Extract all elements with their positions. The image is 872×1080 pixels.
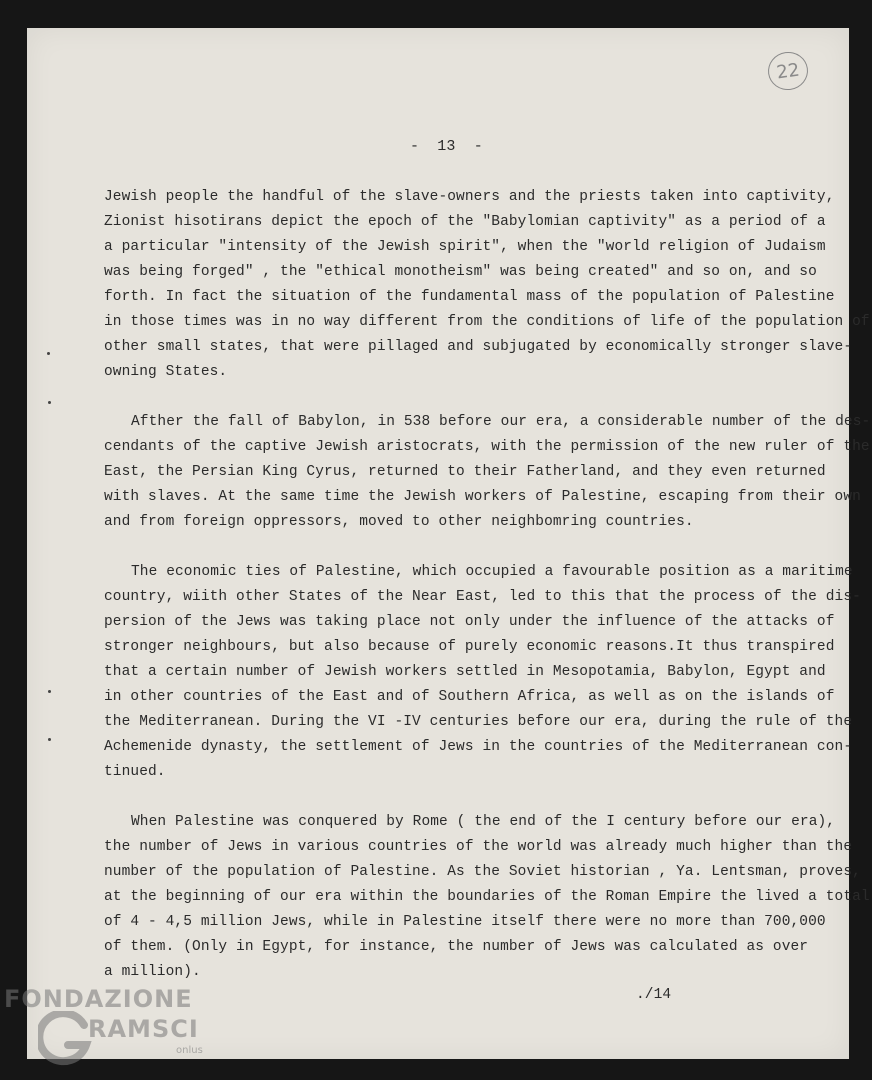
text-line: cendants of the captive Jewish aristocrats, with the permission of the new ruler of the (104, 439, 870, 455)
margin-speck (48, 401, 51, 404)
text-line: Zionist hisotirans depict the epoch of the "Babylomian captivity" as a period of a (104, 214, 826, 230)
text-line: forth. In fact the situation of the fundamental mass of the population of Palestine (104, 289, 835, 305)
page-number: - 13 - (410, 138, 483, 155)
text-line: that a certain number of Jewish workers settled in Mesopotamia, Babylon, Egypt and (104, 664, 826, 680)
gramsci-g-logo-icon (38, 1011, 94, 1067)
text-line: the Mediterranean. During the VI -IV centuries before our era, during the rule of the (104, 714, 853, 730)
margin-speck (48, 690, 51, 693)
margin-speck (48, 738, 51, 741)
text-line: a particular "intensity of the Jewish spirit", when the "world religion of Judaism (104, 239, 826, 255)
text-line: Jewish people the handful of the slave-owners and the priests taken into captivity, (104, 189, 835, 205)
text-line: When Palestine was conquered by Rome ( the end of the I century before our era), (131, 814, 836, 830)
text-line: The economic ties of Palestine, which occupied a favourable position as a maritime (131, 564, 853, 580)
text-line: in other countries of the East and of Southern Africa, as well as on the islands of (104, 689, 835, 705)
archive-number-stamp: 22 (766, 49, 811, 92)
text-line: persion of the Jews was taking place not only under the influence of the attacks of (104, 614, 835, 630)
text-line: a million). (104, 964, 201, 980)
text-line: was being forged" , the "ethical monotheism" was being created" and so on, and so (104, 264, 817, 280)
text-line: stronger neighbours, but also because of purely economic reasons.It thus transpired (104, 639, 835, 655)
watermark-onlus: onlus (176, 1045, 203, 1056)
text-line: Afther the fall of Babylon, in 538 before our era, a considerable number of the des- (131, 414, 871, 430)
text-line: number of the population of Palestine. As the Soviet historian , Ya. Lentsman, proves, (104, 864, 861, 880)
watermark-line-1: FONDAZIONE (4, 985, 193, 1013)
text-line: of them. (Only in Egypt, for instance, the number of Jews was calculated as over (104, 939, 809, 955)
next-page-reference: ./14 (636, 987, 672, 1003)
text-line: with slaves. At the same time the Jewish workers of Palestine, escaping from their own (104, 489, 861, 505)
text-line: East, the Persian King Cyrus, returned to their Fatherland, and they even returned (104, 464, 826, 480)
text-line: Achemenide dynasty, the settlement of Jews in the countries of the Mediterranean con- (104, 739, 853, 755)
text-line: country, wiith other States of the Near East, led to this that the process of the dis- (104, 589, 861, 605)
text-line: at the beginning of our era within the boundaries of the Roman Empire the lived a total (104, 889, 870, 905)
text-line: and from foreign oppressors, moved to other neighbomring countries. (104, 514, 694, 530)
text-line: in those times was in no way different from the conditions of life of the population of (104, 314, 870, 330)
text-line: tinued. (104, 764, 166, 780)
watermark (4, 985, 219, 1065)
text-line: other small states, that were pillaged and subjugated by economically stronger slave- (104, 339, 853, 355)
margin-speck (47, 352, 50, 355)
text-line: of 4 - 4,5 million Jews, while in Palestine itself there were no more than 700,000 (104, 914, 826, 930)
text-line: the number of Jews in various countries of the world was already much higher than the (104, 839, 853, 855)
text-line: owning States. (104, 364, 228, 380)
watermark-line-2: RAMSCI (88, 1015, 199, 1043)
